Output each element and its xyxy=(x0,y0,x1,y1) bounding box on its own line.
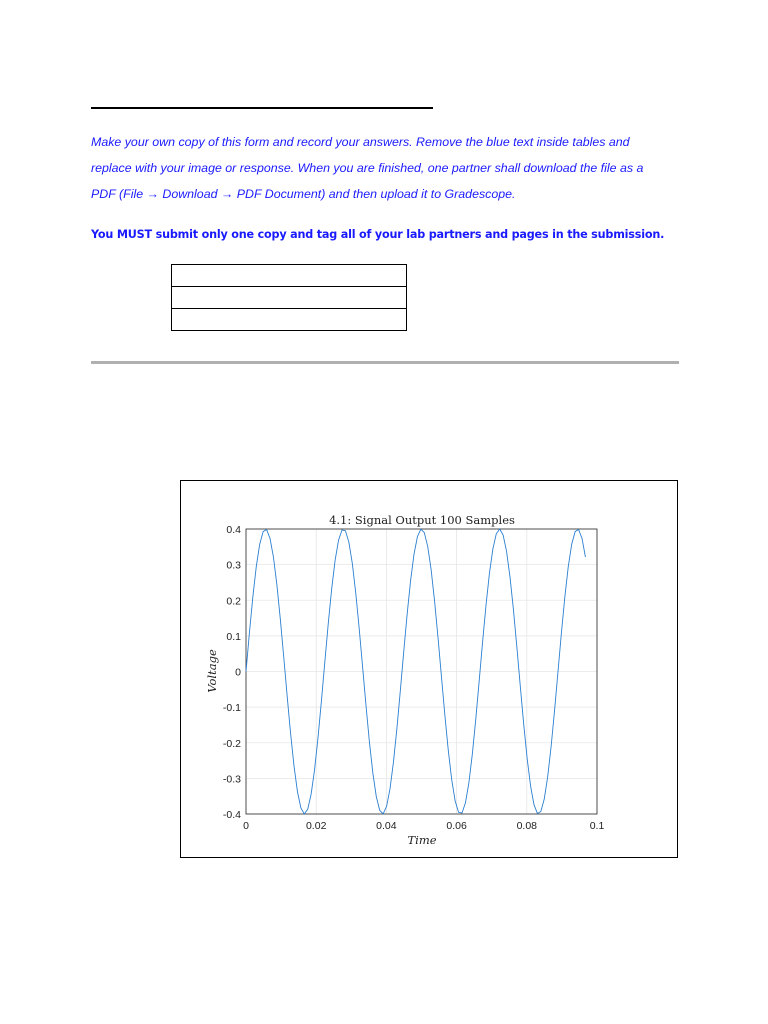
y-tick-label: 0 xyxy=(235,666,241,679)
table-row xyxy=(172,287,407,309)
partner-cell-2[interactable] xyxy=(172,287,407,309)
x-tick-label: 0 xyxy=(243,820,249,832)
x-tick-labels xyxy=(243,820,604,832)
y-tick-label: 0.4 xyxy=(226,524,241,536)
submission-notice: You MUST submit only one copy and tag all of your lab partners and pages in the submission. xyxy=(91,228,665,241)
x-tick-label: 0.04 xyxy=(376,820,397,832)
x-tick-label: 0.08 xyxy=(516,820,538,832)
instruction-line-3: PDF (File → Download → PDF Document) and then upload it to Gradescope. xyxy=(91,187,516,201)
y-tick-labels xyxy=(223,524,241,821)
table-row xyxy=(172,309,407,331)
signal-chart xyxy=(181,481,677,857)
table-row xyxy=(172,265,407,287)
partner-cell-3[interactable] xyxy=(172,309,407,331)
y-tick-label: 0.3 xyxy=(226,559,241,572)
y-tick-label: 0.2 xyxy=(226,595,241,608)
x-tick-label: 0.1 xyxy=(589,820,605,832)
instruction-line-1: Make your own copy of this form and record your answers. Remove the blue text inside tables and xyxy=(91,135,630,149)
instruction-line-2: replace with your image or response. When you are finished, one partner shall download the file as a xyxy=(91,161,644,175)
partner-cell-1[interactable] xyxy=(172,265,407,287)
x-tick-label: 0.06 xyxy=(446,820,467,832)
y-tick-label: -0.2 xyxy=(222,737,241,750)
y-tick-label: 0.1 xyxy=(226,630,241,643)
x-tick-label: 0.02 xyxy=(305,820,327,832)
figure-frame xyxy=(180,480,678,858)
chart-grid xyxy=(246,529,597,814)
x-axis-label: Time xyxy=(407,833,437,847)
y-tick-label: -0.3 xyxy=(222,773,241,786)
y-tick-label: -0.1 xyxy=(222,702,241,715)
y-axis-label: Voltage xyxy=(205,649,219,693)
partner-table xyxy=(171,264,407,331)
y-tick-label: -0.4 xyxy=(222,809,241,821)
chart-title: 4.1: Signal Output 100 Samples xyxy=(329,513,515,527)
section-divider xyxy=(91,361,679,364)
title-underline xyxy=(91,107,433,109)
